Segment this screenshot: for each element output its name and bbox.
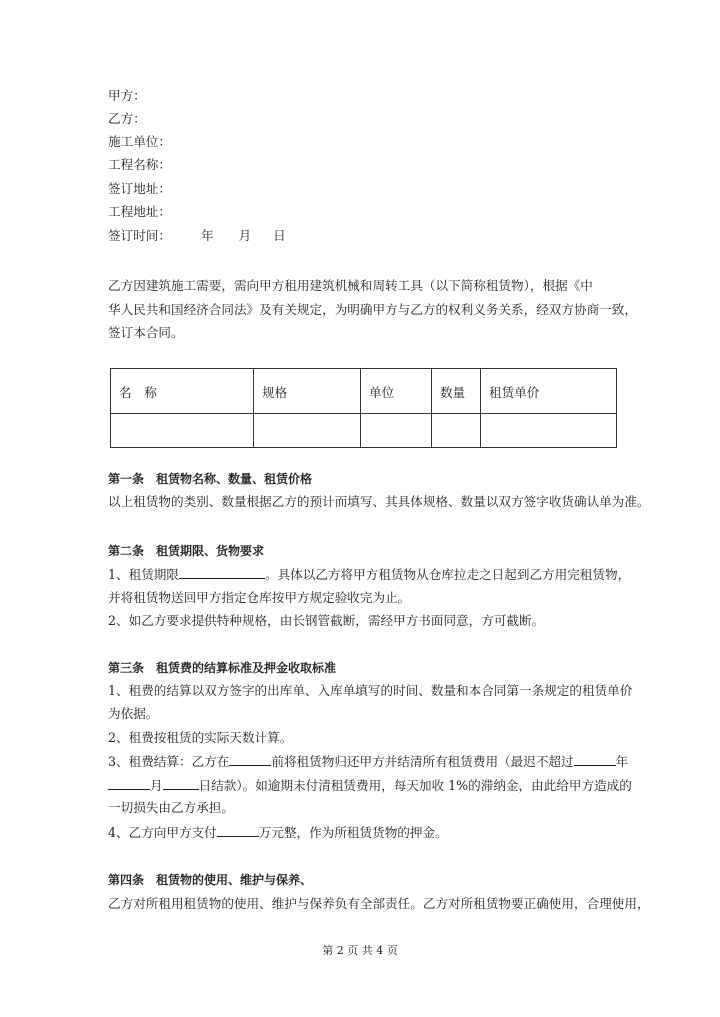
intro-line: 签订本合同。 <box>108 325 184 340</box>
article-1-title: 第一条 租赁物名称、数量、租赁价格 <box>108 472 313 486</box>
article-1-text: 以上租赁物的类别、数量根据乙方的预计而填写、其具体规格、数量以双方签字收货确认单为准。 <box>108 494 650 509</box>
intro-line: 乙方因建筑施工需要，需向甲方租用建筑机械和周转工具（以下简称租赁物），根据《中 <box>108 278 593 293</box>
article-3-line <box>108 753 628 770</box>
column-header-name: 名 称 <box>111 369 254 414</box>
column-header-unit: 单位 <box>361 369 432 414</box>
table-cell <box>361 414 432 448</box>
article-3-title: 第三条 租赁费的结算标准及押金收取标准 <box>108 661 337 675</box>
article-3-line: 一切损失由乙方承担。 <box>108 800 234 815</box>
table-cell <box>254 414 361 448</box>
rental-items-table <box>110 368 617 448</box>
text: 。具体以乙方将甲方租赁物从仓库拉走之日起到乙方用完租赁物， <box>264 567 631 582</box>
day-label: 日 <box>273 228 286 243</box>
article-2-line <box>108 566 630 583</box>
page-number: 第 2 页 共 4 页 <box>322 944 398 957</box>
article-2-line: 2、如乙方要求提供特种规格，由长钢管截断，需经甲方书面同意，方可截断。 <box>108 613 545 628</box>
column-header-quantity: 数量 <box>432 369 481 414</box>
construction-unit-field: 施工单位： <box>108 134 171 149</box>
text: 月 <box>150 778 163 793</box>
article-3-line: 1、租费的结算以双方签字的出库单、入库单填写的时间、数量和本合同第一条规定的租赁单价 <box>108 683 633 698</box>
project-name-field: 工程名称： <box>108 157 171 172</box>
text: 日结款）。如逾期未付清租赁费用，每天加收 1%的滞纳金，由此给甲方造成的 <box>198 778 632 793</box>
column-header-unit-price: 租赁单价 <box>481 369 617 414</box>
article-3-line: 为依据。 <box>108 706 159 721</box>
signing-address-field: 签订地址： <box>108 181 171 196</box>
text: 万元整，作为所租赁货物的押金。 <box>258 825 448 840</box>
project-address-field: 工程地址： <box>108 204 171 219</box>
month-blank <box>108 777 150 790</box>
text: 年 <box>615 754 629 769</box>
signing-time-label: 签订时间： <box>108 228 171 243</box>
article-4-line: 乙方对所租用租赁物的使用、维护与保养负有全部责任。乙方对所租赁物要正确使用，合理使用， <box>108 896 650 911</box>
text: 1、租赁期限 <box>108 567 179 582</box>
article-2-title: 第二条 租赁期限、货物要求 <box>108 544 265 558</box>
month-label: 月 <box>238 228 252 243</box>
day-blank <box>163 777 199 790</box>
article-3-line <box>108 777 632 794</box>
text: 4、乙方向甲方支付 <box>108 825 217 840</box>
text: 3、租费结算：乙方在 <box>108 754 230 769</box>
article-2-line: 并将租赁物送回甲方指定仓库按甲方规定验收完为止。 <box>108 590 411 605</box>
year-blank <box>574 753 616 766</box>
deposit-blank <box>217 824 259 837</box>
lease-term-blank <box>179 566 265 579</box>
article-4-title: 第四条 租赁物的使用、维护与保养、 <box>108 873 313 887</box>
signing-time-field <box>108 228 286 244</box>
party-a-field: 甲方： <box>108 88 146 103</box>
return-date-blank <box>229 753 271 766</box>
article-3-line <box>108 824 448 841</box>
column-header-spec: 规格 <box>254 369 361 414</box>
text: 前将租赁物归还甲方并结清所有租赁费用（最迟不超过 <box>271 754 574 769</box>
year-label: 年 <box>200 228 214 243</box>
intro-line: 华人民共和国经济合同法》及有关规定，为明确甲方与乙方的权利义务关系，经双方协商一致， <box>108 302 637 317</box>
table-cell <box>481 414 617 448</box>
party-b-field: 乙方： <box>108 111 146 126</box>
article-3-line: 2、租费按租赁的实际天数计算。 <box>108 730 293 745</box>
table-cell <box>111 414 254 448</box>
table-cell <box>432 414 481 448</box>
